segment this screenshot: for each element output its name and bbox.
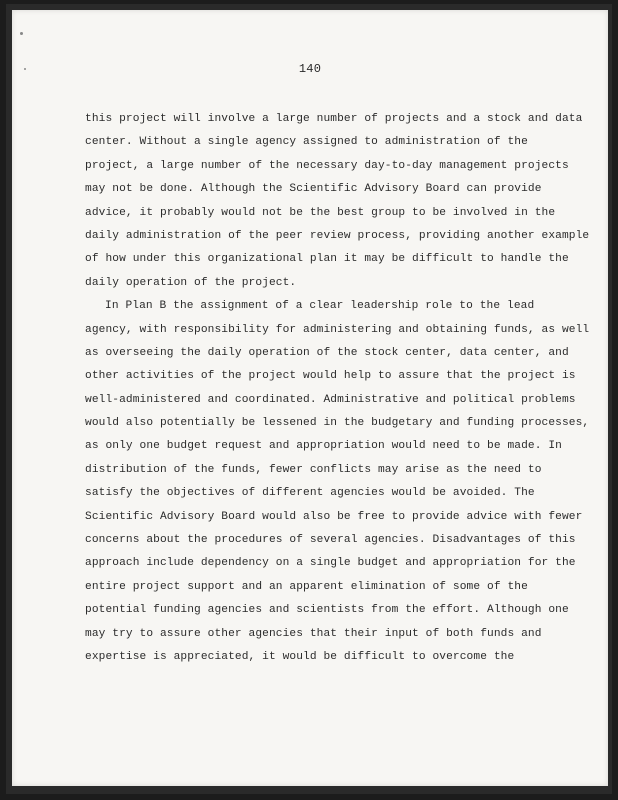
text-line: of how under this organizational plan it may be difficult to handle the — [85, 253, 569, 266]
document-page — [12, 10, 608, 786]
text-line: In Plan B the assignment of a clear leadership role to the lead — [105, 300, 535, 313]
text-line: concerns about the procedures of several agencies. Disadvantages of this — [85, 534, 576, 547]
page-number: 140 — [298, 62, 322, 76]
text-line: potential funding agencies and scientists from the effort. Although one — [85, 604, 569, 617]
text-line: expertise is appreciated, it would be difficult to overcome the — [85, 650, 515, 663]
body-text — [85, 108, 590, 669]
text-line: other activities of the project would help to assure that the project is — [85, 370, 576, 383]
text-line: distribution of the funds, fewer conflicts may arise as the need to — [85, 463, 542, 476]
text-line: center. Without a single agency assigned to administration of the — [85, 136, 528, 149]
text-line: as overseeing the daily operation of the stock center, data center, and — [85, 346, 569, 359]
scan-speck — [20, 32, 23, 35]
text-line: may try to assure other agencies that their input of both funds and — [85, 627, 542, 640]
text-line: Scientific Advisory Board would also be free to provide advice with fewer — [85, 510, 583, 523]
text-line: agency, with responsibility for administering and obtaining funds, as well — [85, 323, 590, 336]
text-line: as only one budget request and appropriation would need to be made. In — [85, 440, 562, 453]
text-line: project, a large number of the necessary day-to-day management projects — [85, 159, 569, 172]
text-line: entire project support and an apparent elimination of some of the — [85, 580, 528, 593]
text-line: would also potentially be lessened in the budgetary and funding processes, — [85, 417, 590, 430]
text-line: satisfy the objectives of different agencies would be avoided. The — [85, 487, 535, 500]
text-line: may not be done. Although the Scientific Advisory Board can provide — [85, 183, 542, 196]
text-line: advice, it probably would not be the best group to be involved in the — [85, 206, 556, 219]
text-line: approach include dependency on a single budget and appropriation for the — [85, 557, 576, 570]
text-line: this project will involve a large number of projects and a stock and data — [85, 113, 583, 125]
text-line: well-administered and coordinated. Administrative and political problems — [85, 393, 576, 406]
text-line: daily administration of the peer review process, providing another example — [85, 229, 590, 242]
text-line: daily operation of the project. — [85, 276, 297, 289]
